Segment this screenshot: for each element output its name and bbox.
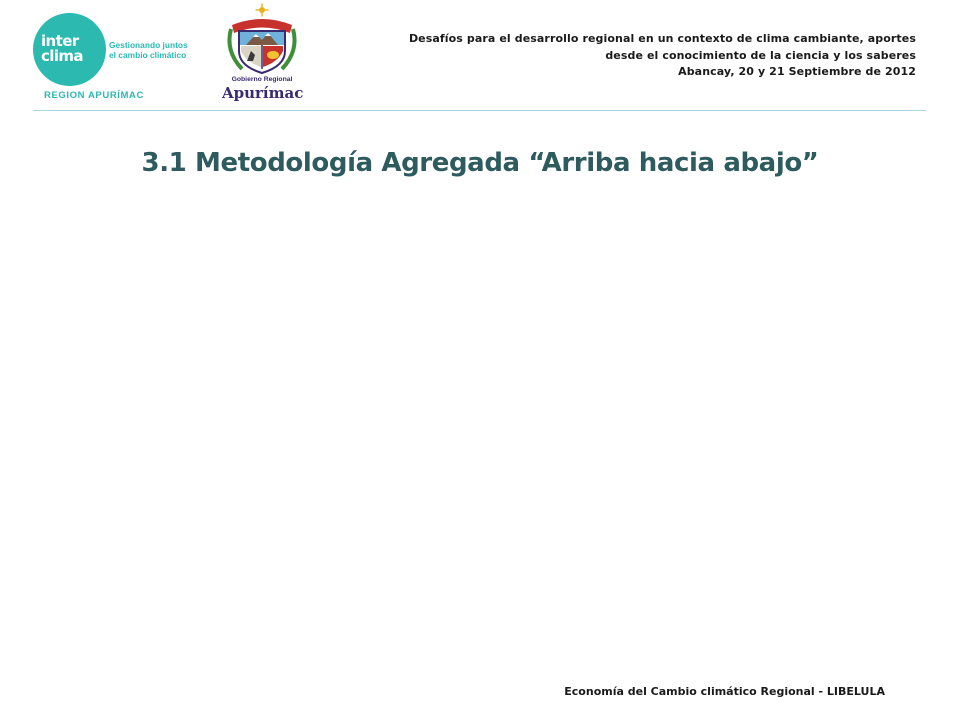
header-divider	[33, 110, 926, 111]
event-line1: Desafíos para el desarrollo regional en un contexto de clima cambiante, aportes	[408, 32, 916, 45]
crest-name-line2: Apurímac	[222, 84, 304, 102]
footer-text: Economía del Cambio climático Regional - LIBELULA	[564, 685, 885, 698]
event-line3: Abancay, 20 y 21 Septiembre de 2012	[678, 65, 916, 78]
logo-tagline-line2: el cambio climático	[109, 49, 187, 60]
coat-of-arms-icon	[222, 3, 302, 77]
interclima-logo	[33, 13, 193, 89]
event-line2: desde el conocimiento de la ciencia y los saberes	[605, 48, 916, 62]
logo-brand-line2: clima	[41, 47, 83, 65]
region-label: REGION APURÍMAC	[44, 90, 144, 101]
logo-tagline	[109, 41, 199, 60]
crest-name-line1: Gobierno Regional	[231, 76, 293, 83]
slide-title: 3.1 Metodología Agregada “Arriba hacia abajo”	[141, 148, 819, 178]
logo-tagline-line1: Gestionando juntos	[109, 40, 188, 50]
gobierno-regional-crest	[222, 3, 302, 103]
event-header	[356, 31, 916, 81]
logo-brand-line1: inter	[41, 32, 79, 50]
